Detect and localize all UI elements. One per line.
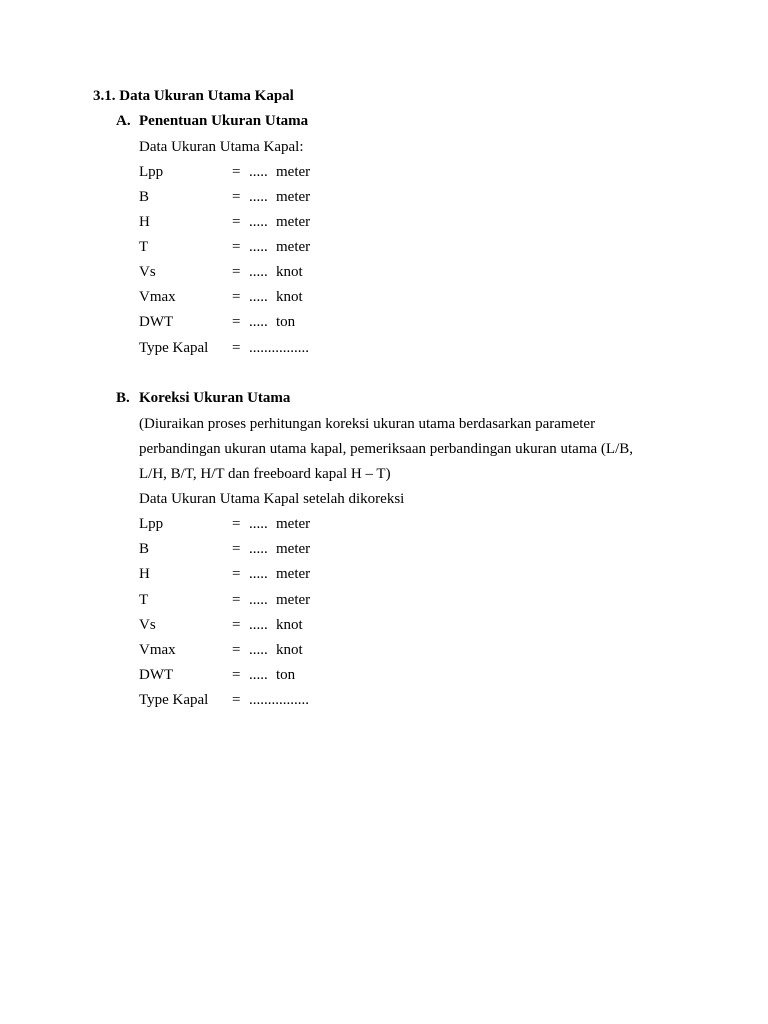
row-unit: knot bbox=[276, 617, 303, 633]
part-b-title: Koreksi Ukuran Utama bbox=[139, 390, 291, 406]
row-label: Vs bbox=[139, 617, 156, 633]
row-label: Vmax bbox=[139, 642, 176, 658]
row-value: ..... bbox=[249, 314, 268, 330]
part-a-letter: A. bbox=[116, 113, 131, 129]
row-unit: meter bbox=[276, 592, 311, 608]
part-a-title: Penentuan Ukuran Utama bbox=[139, 113, 309, 129]
row-value: ..... bbox=[249, 566, 268, 582]
row-equals: = bbox=[232, 239, 241, 255]
row-unit: knot bbox=[276, 264, 303, 280]
row-value: ..... bbox=[249, 289, 268, 305]
row-value: ..... bbox=[249, 264, 268, 280]
row-equals: = bbox=[232, 189, 241, 205]
row-equals: = bbox=[232, 566, 241, 582]
row-label: Type Kapal bbox=[139, 692, 209, 708]
section-title: 3.1. Data Ukuran Utama Kapal bbox=[93, 88, 294, 104]
row-label: Lpp bbox=[139, 164, 164, 180]
row-value: ..... bbox=[249, 617, 268, 633]
row-unit: meter bbox=[276, 541, 311, 557]
row-equals: = bbox=[232, 592, 241, 608]
part-b-desc-line: perbandingan ukuran utama kapal, pemeriksaan perbandingan ukuran utama (L/B, bbox=[139, 441, 633, 457]
part-b-desc-line: (Diuraikan proses perhitungan koreksi ukuran utama berdasarkan parameter bbox=[139, 416, 596, 432]
row-label: Vs bbox=[139, 264, 156, 280]
row-value: ................ bbox=[249, 340, 309, 356]
part-b-heading bbox=[116, 389, 290, 407]
row-unit: meter bbox=[276, 516, 311, 532]
row-equals: = bbox=[232, 642, 241, 658]
row-value: ..... bbox=[249, 642, 268, 658]
row-value: ..... bbox=[249, 667, 268, 683]
row-label: T bbox=[139, 239, 149, 255]
row-label: H bbox=[139, 566, 150, 582]
row-value: ..... bbox=[249, 592, 268, 608]
row-equals: = bbox=[232, 314, 241, 330]
row-value: ..... bbox=[249, 164, 268, 180]
part-a-heading bbox=[116, 112, 308, 130]
row-equals: = bbox=[232, 516, 241, 532]
row-unit: ton bbox=[276, 667, 296, 683]
row-equals: = bbox=[232, 692, 241, 708]
part-b-intro: Data Ukuran Utama Kapal setelah dikoreksi bbox=[139, 491, 405, 507]
row-equals: = bbox=[232, 164, 241, 180]
row-label: Lpp bbox=[139, 516, 164, 532]
row-equals: = bbox=[232, 667, 241, 683]
part-a-intro: Data Ukuran Utama Kapal: bbox=[139, 139, 304, 155]
row-label: B bbox=[139, 189, 150, 205]
row-label: Vmax bbox=[139, 289, 176, 305]
row-unit: meter bbox=[276, 214, 311, 230]
row-equals: = bbox=[232, 541, 241, 557]
row-unit: meter bbox=[276, 566, 311, 582]
row-label: Type Kapal bbox=[139, 340, 209, 356]
row-unit: meter bbox=[276, 239, 311, 255]
row-value: ..... bbox=[249, 516, 268, 532]
row-value: ..... bbox=[249, 189, 268, 205]
row-label: DWT bbox=[139, 314, 174, 330]
row-value: ..... bbox=[249, 239, 268, 255]
row-label: H bbox=[139, 214, 150, 230]
row-equals: = bbox=[232, 340, 241, 356]
row-label: T bbox=[139, 592, 149, 608]
row-unit: knot bbox=[276, 289, 303, 305]
row-unit: knot bbox=[276, 642, 303, 658]
row-value: ..... bbox=[249, 214, 268, 230]
row-label: DWT bbox=[139, 667, 174, 683]
row-label: B bbox=[139, 541, 150, 557]
row-unit: ton bbox=[276, 314, 296, 330]
part-b-desc-line: L/H, B/T, H/T dan freeboard kapal H – T) bbox=[139, 466, 391, 482]
row-value: ................ bbox=[249, 692, 309, 708]
row-value: ..... bbox=[249, 541, 268, 557]
row-unit: meter bbox=[276, 189, 311, 205]
row-unit: meter bbox=[276, 164, 311, 180]
row-equals: = bbox=[232, 289, 241, 305]
part-b-letter: B. bbox=[116, 390, 130, 406]
row-equals: = bbox=[232, 214, 241, 230]
row-equals: = bbox=[232, 617, 241, 633]
row-equals: = bbox=[232, 264, 241, 280]
